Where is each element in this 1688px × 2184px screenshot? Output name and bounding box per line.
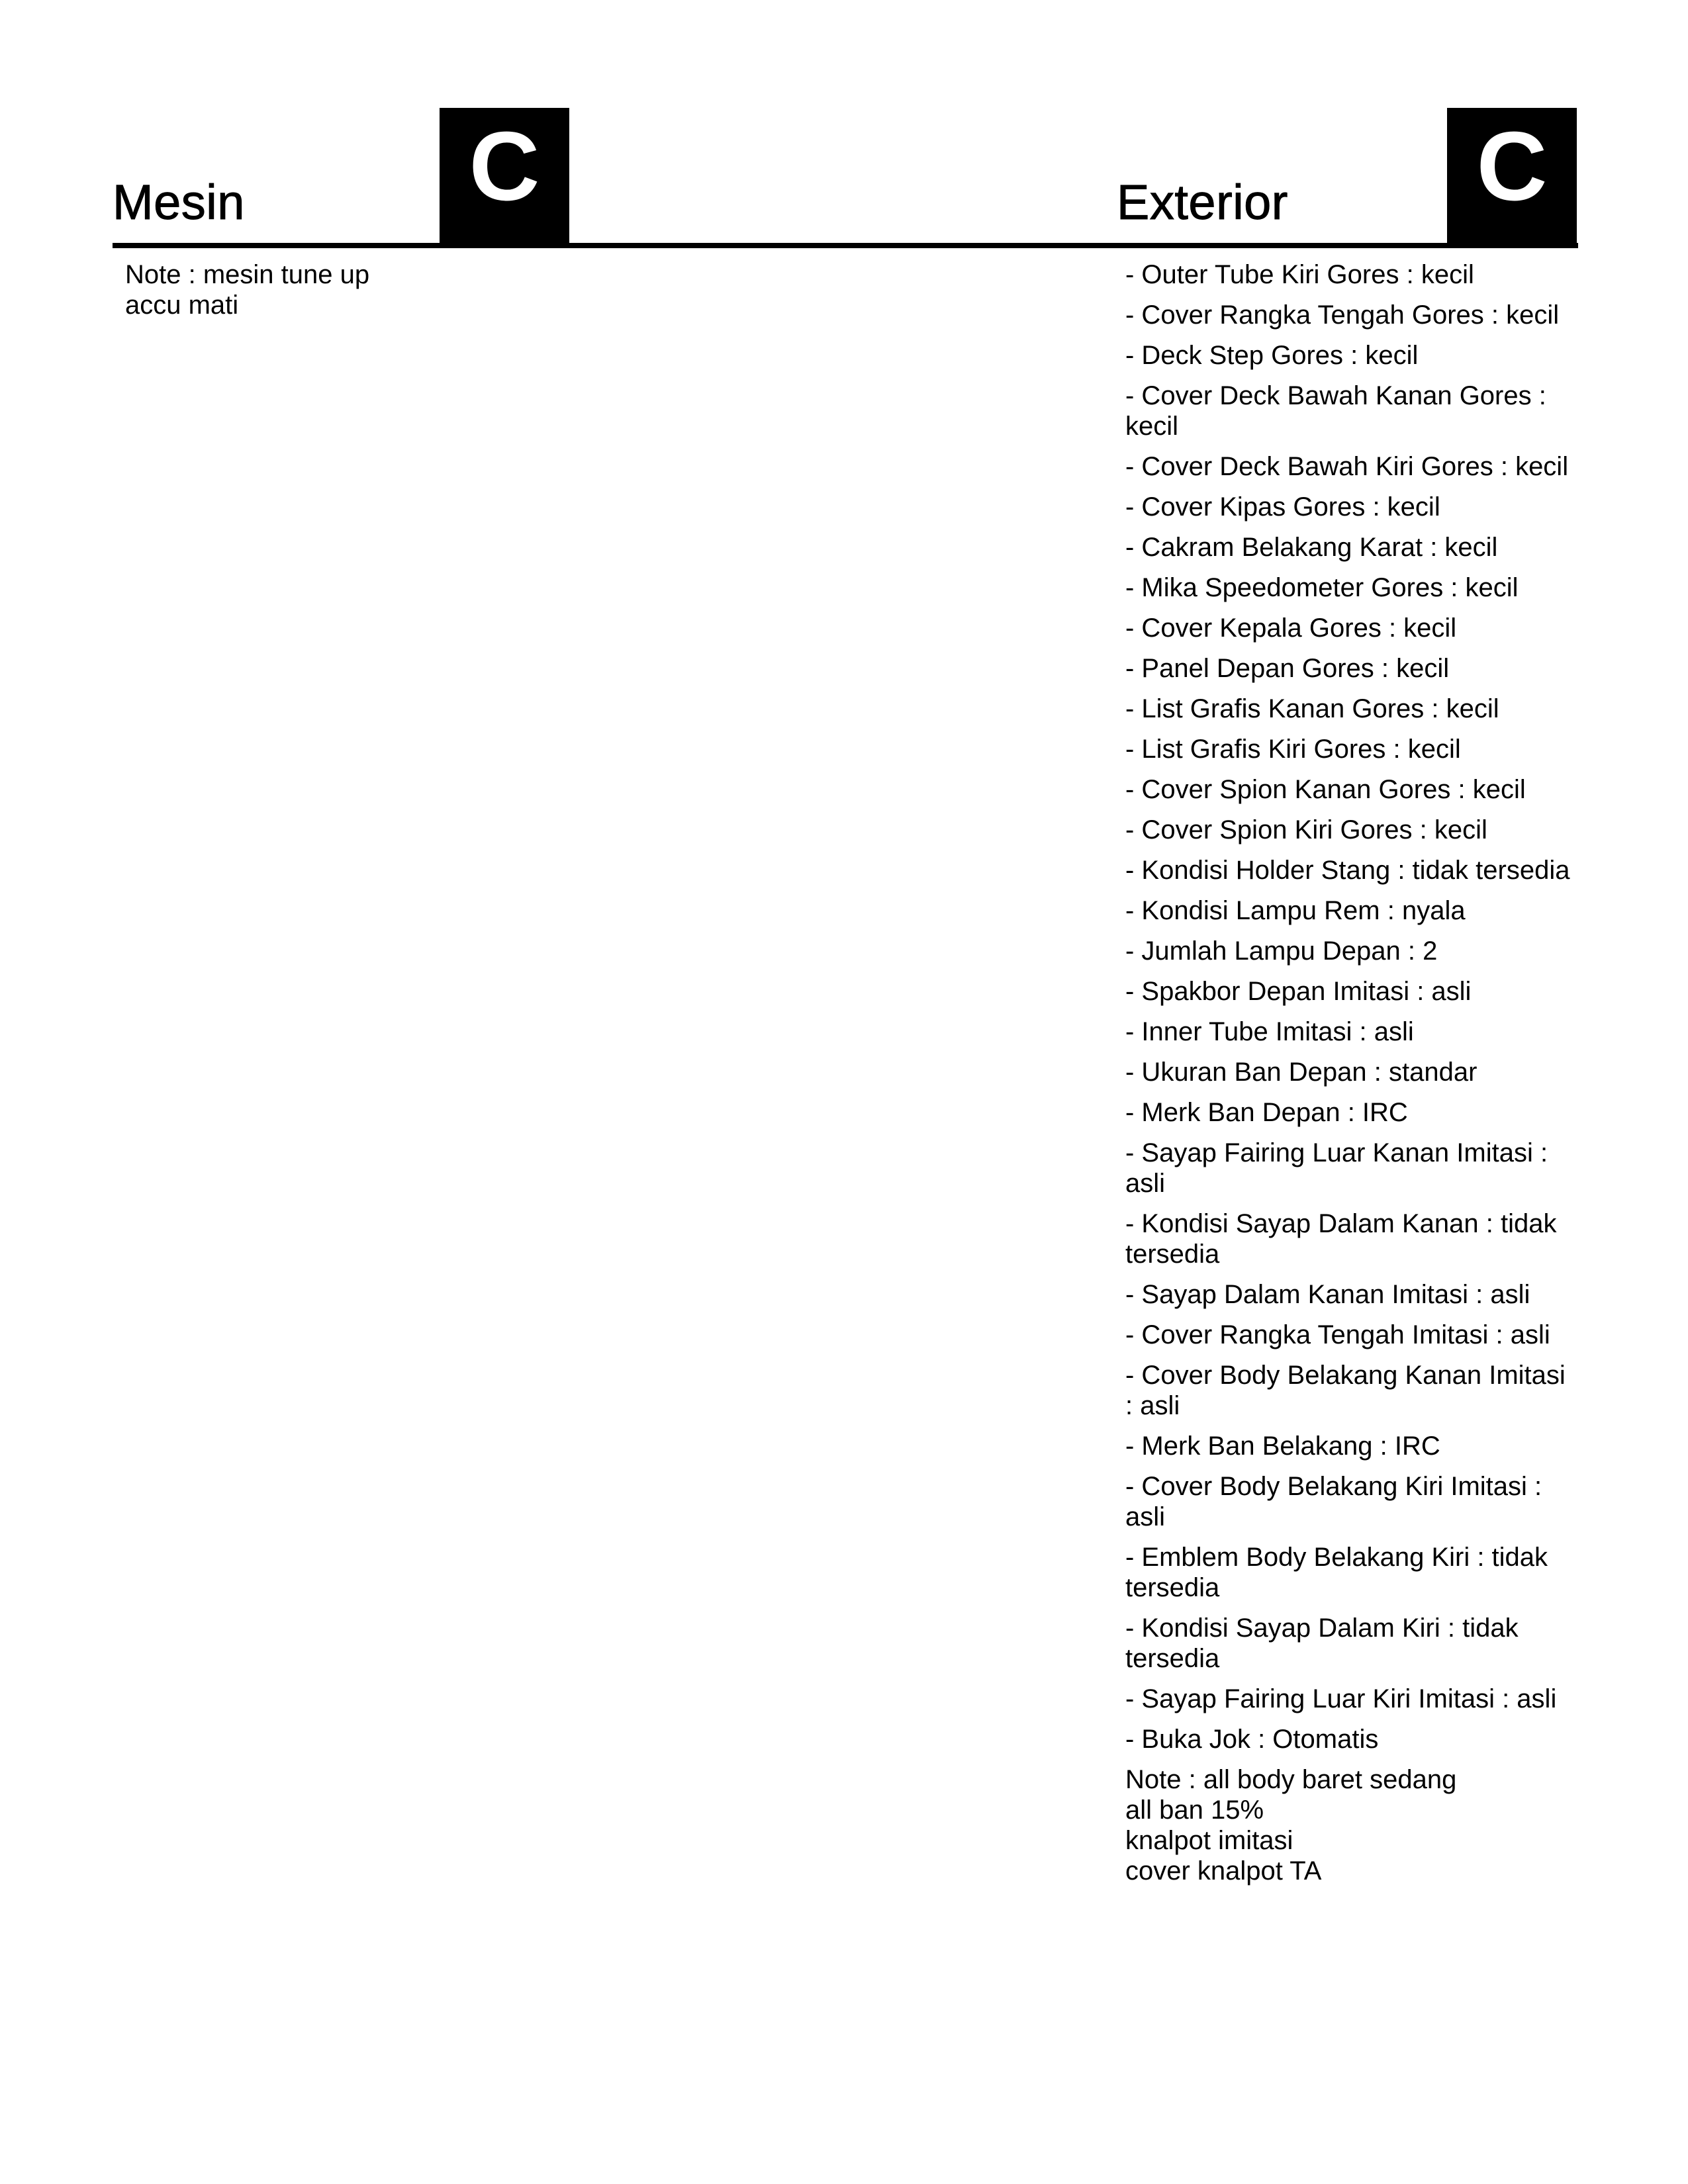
list-item: - List Grafis Kanan Gores : kecil bbox=[1125, 694, 1499, 723]
exterior-item-list bbox=[1125, 259, 1575, 1896]
list-item: - Cover Body Belakang Kanan Imitasi : asli bbox=[1125, 1361, 1566, 1420]
list-item: - Sayap Dalam Kanan Imitasi : asli bbox=[1125, 1280, 1530, 1309]
mesin-note: Note : mesin tune up accu mati bbox=[125, 260, 370, 320]
list-item: - Outer Tube Kiri Gores : kecil bbox=[1125, 260, 1474, 289]
list-item: - Jumlah Lampu Depan : 2 bbox=[1125, 936, 1438, 966]
list-item: - Sayap Fairing Luar Kanan Imitasi : asli bbox=[1125, 1138, 1548, 1198]
list-item: - Cover Kipas Gores : kecil bbox=[1125, 492, 1440, 522]
list-item: - Cover Rangka Tengah Imitasi : asli bbox=[1125, 1320, 1550, 1349]
list-item: - Merk Ban Depan : IRC bbox=[1125, 1098, 1408, 1127]
header-divider bbox=[113, 243, 1578, 248]
list-item: - Emblem Body Belakang Kiri : tidak tersedia bbox=[1125, 1543, 1548, 1602]
exterior-grade-badge: C bbox=[1447, 108, 1577, 244]
list-item: - List Grafis Kiri Gores : kecil bbox=[1125, 735, 1461, 764]
exterior-note: Note : all body baret sedang all ban 15% knalpot imitasi cover knalpot TA bbox=[1125, 1765, 1457, 1886]
list-item: - Cover Spion Kanan Gores : kecil bbox=[1125, 775, 1526, 804]
list-item: - Panel Depan Gores : kecil bbox=[1125, 654, 1450, 683]
mesin-grade-badge: C bbox=[440, 108, 569, 244]
list-item: - Kondisi Sayap Dalam Kanan : tidak tersedia bbox=[1125, 1209, 1557, 1269]
list-item: - Kondisi Lampu Rem : nyala bbox=[1125, 896, 1466, 925]
list-item: - Mika Speedometer Gores : kecil bbox=[1125, 573, 1519, 602]
list-item: - Merk Ban Belakang : IRC bbox=[1125, 1432, 1440, 1461]
mesin-section-title: Mesin bbox=[113, 175, 245, 230]
list-item: - Spakbor Depan Imitasi : asli bbox=[1125, 977, 1472, 1006]
list-item: - Kondisi Sayap Dalam Kiri : tidak tersedia bbox=[1125, 1614, 1519, 1673]
list-item: - Kondisi Holder Stang : tidak tersedia bbox=[1125, 856, 1570, 885]
list-item: - Cover Kepala Gores : kecil bbox=[1125, 614, 1457, 643]
list-item: - Cover Spion Kiri Gores : kecil bbox=[1125, 815, 1487, 844]
list-item: - Cover Deck Bawah Kiri Gores : kecil bbox=[1125, 452, 1569, 481]
list-item: - Cover Deck Bawah Kanan Gores : kecil bbox=[1125, 381, 1546, 441]
list-item: - Ukuran Ban Depan : standar bbox=[1125, 1058, 1477, 1087]
exterior-section-title: Exterior bbox=[1117, 175, 1288, 230]
list-item: - Cakram Belakang Karat : kecil bbox=[1125, 533, 1498, 562]
list-item: - Inner Tube Imitasi : asli bbox=[1125, 1017, 1414, 1046]
list-item: - Cover Body Belakang Kiri Imitasi : asli bbox=[1125, 1472, 1542, 1531]
list-item: - Cover Rangka Tengah Gores : kecil bbox=[1125, 300, 1560, 330]
list-item: - Deck Step Gores : kecil bbox=[1125, 341, 1419, 370]
list-item: - Sayap Fairing Luar Kiri Imitasi : asli bbox=[1125, 1684, 1557, 1713]
list-item: - Buka Jok : Otomatis bbox=[1125, 1725, 1379, 1754]
